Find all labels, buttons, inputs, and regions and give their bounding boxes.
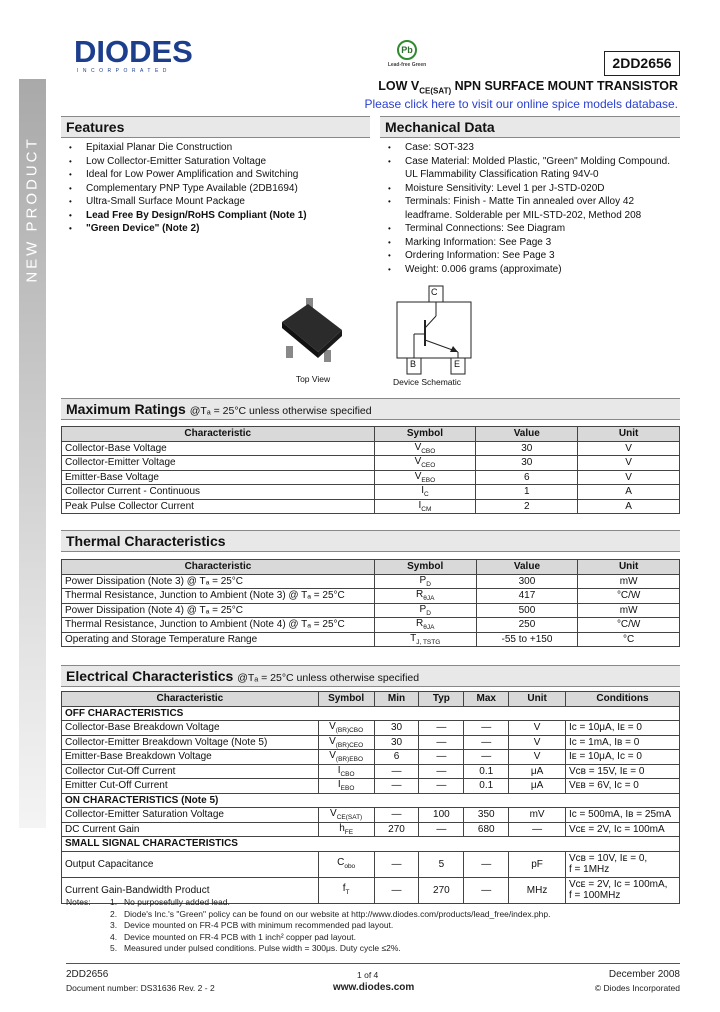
characteristic-cell: Emitter-Base Voltage bbox=[62, 470, 375, 485]
product-title: LOW $V_{CE(SAT)}$ NPN SURFACE MOUNT TRANSISTOR bbox=[378, 79, 678, 96]
lead-free-label: Lead-free Green bbox=[387, 62, 427, 68]
unit-cell: °C/W bbox=[578, 589, 680, 604]
unit-cell: V bbox=[578, 470, 680, 485]
notes-label bbox=[66, 932, 110, 944]
table-row bbox=[62, 764, 680, 779]
mechanical-item: • Marking Information: See Page 3 bbox=[385, 236, 680, 250]
feature-item: • Complementary PNP Type Available (2DB1694) bbox=[66, 182, 366, 196]
unit-cell: mV bbox=[509, 808, 566, 823]
conditions-cell bbox=[565, 851, 679, 877]
column-header: Unit bbox=[509, 692, 566, 707]
min-cell: — bbox=[374, 808, 419, 823]
characteristic-cell: Collector-Base Voltage bbox=[62, 441, 375, 456]
conditions-cell bbox=[565, 779, 679, 794]
symbol-cell: $V_{(BR)CBO}$ bbox=[318, 721, 374, 736]
device-schematic bbox=[393, 278, 475, 390]
value-cell: 300 bbox=[476, 574, 578, 589]
note-row bbox=[66, 897, 666, 909]
table-row bbox=[62, 750, 680, 765]
symbol-cell: $I_{CM}$ bbox=[374, 499, 476, 514]
characteristic-cell: Collector Cut-Off Current bbox=[62, 764, 319, 779]
symbol-cell: $I_C$ bbox=[374, 485, 476, 500]
unit-cell: μA bbox=[509, 779, 566, 794]
feature-item: • Lead Free By Design/RoHS Compliant (Note 1) bbox=[66, 209, 366, 223]
note-number: 1. bbox=[110, 897, 118, 907]
unit-cell: A bbox=[578, 485, 680, 500]
feature-item: • Epitaxial Planar Die Construction bbox=[66, 141, 366, 155]
condition-line: Iᴄ = 1mA, Iʙ = 0 bbox=[568, 736, 640, 748]
max-cell: 0.1 bbox=[464, 779, 509, 794]
characteristic-cell: Collector Current - Continuous bbox=[62, 485, 375, 500]
symbol-cell: $P_D$ bbox=[374, 574, 476, 589]
column-header: Characteristic bbox=[62, 560, 375, 575]
features-list bbox=[66, 141, 366, 236]
unit-cell: V bbox=[509, 735, 566, 750]
max-cell: — bbox=[464, 721, 509, 736]
feature-item: • Ideal for Low Power Amplification and Switching bbox=[66, 168, 366, 182]
section-subheader: ON CHARACTERISTICS (Note 5) bbox=[62, 793, 680, 808]
min-cell: — bbox=[374, 764, 419, 779]
symbol-cell: $T_{J, TSTG}$ bbox=[374, 632, 476, 647]
unit-cell: V bbox=[578, 456, 680, 471]
conditions-cell bbox=[565, 822, 679, 837]
condition-line: f = 100MHz bbox=[568, 890, 621, 901]
typ-cell: 100 bbox=[419, 808, 464, 823]
value-cell: 1 bbox=[476, 485, 578, 500]
value-cell: 30 bbox=[476, 441, 578, 456]
unit-cell: °C bbox=[578, 632, 680, 647]
thermal-heading: Thermal Characteristics bbox=[61, 530, 680, 552]
table-row bbox=[62, 485, 680, 500]
mechanical-item: • Terminals: Finish - Matte Tin annealed over Alloy 42 leadframe. Solderable per MIL-STD-202, Method 208 bbox=[385, 195, 680, 222]
characteristic-cell: Thermal Resistance, Junction to Ambient (Note 4) @ Tₐ = 25°C bbox=[62, 618, 375, 633]
column-header: Characteristic bbox=[62, 427, 375, 442]
table-row bbox=[62, 721, 680, 736]
table-row bbox=[62, 470, 680, 485]
unit-cell: V bbox=[509, 721, 566, 736]
diodes-logo[interactable] bbox=[74, 36, 206, 78]
table-row bbox=[62, 499, 680, 514]
min-cell: 270 bbox=[374, 822, 419, 837]
column-header: Min bbox=[374, 692, 419, 707]
max-cell: — bbox=[464, 735, 509, 750]
column-header: Typ bbox=[419, 692, 464, 707]
table-row bbox=[62, 441, 680, 456]
characteristic-cell: Emitter-Base Breakdown Voltage bbox=[62, 750, 319, 765]
value-cell: -55 to +150 bbox=[476, 632, 578, 647]
typ-cell: — bbox=[419, 779, 464, 794]
value-cell: 417 bbox=[476, 589, 578, 604]
symbol-cell: $V_{CE(SAT)}$ bbox=[318, 808, 374, 823]
unit-cell: μA bbox=[509, 764, 566, 779]
characteristic-cell: Power Dissipation (Note 3) @ Tₐ = 25°C bbox=[62, 574, 375, 589]
max-cell: 350 bbox=[464, 808, 509, 823]
note-number: 4. bbox=[110, 931, 118, 942]
typ-cell: 5 bbox=[419, 851, 464, 877]
conditions-cell bbox=[565, 808, 679, 823]
max-ratings-table bbox=[61, 426, 680, 514]
table-row bbox=[62, 822, 680, 837]
top-view-caption: Top View bbox=[295, 374, 331, 384]
symbol-cell: $V_{(BR)EBO}$ bbox=[318, 750, 374, 765]
condition-line: Vᴇʙ = 6V, Iᴄ = 0 bbox=[568, 780, 639, 792]
mechanical-item: • Case Material: Molded Plastic, "Green" Molding Compound. UL Flammability Classification Rating 94V-0 bbox=[385, 155, 680, 182]
condition-line: Vᴄʙ = 10V, Iᴇ = 0, bbox=[568, 853, 648, 864]
column-header: Symbol bbox=[374, 560, 476, 575]
typ-cell: — bbox=[419, 721, 464, 736]
table-row bbox=[62, 779, 680, 794]
symbol-cell: $V_{CEO}$ bbox=[374, 456, 476, 471]
condition-line: Iᴇ = 10μA, Iᴄ = 0 bbox=[568, 751, 642, 763]
symbol-cell: $V_{CBO}$ bbox=[374, 441, 476, 456]
table-row bbox=[62, 618, 680, 633]
mechanical-item: • Ordering Information: See Page 3 bbox=[385, 249, 680, 263]
feature-item: • Low Collector-Emitter Saturation Voltage bbox=[66, 155, 366, 169]
unit-cell: mW bbox=[578, 603, 680, 618]
max-cell: 680 bbox=[464, 822, 509, 837]
characteristic-cell: Collector-Emitter Voltage bbox=[62, 456, 375, 471]
electrical-heading: Electrical Characteristics @Tₐ = 25°C unless otherwise specified bbox=[61, 665, 680, 687]
top-view-figure bbox=[278, 296, 348, 388]
value-cell: 6 bbox=[476, 470, 578, 485]
pin-e-label: E bbox=[454, 359, 461, 369]
pb-icon: Pb bbox=[397, 40, 417, 60]
unit-cell: MHz bbox=[509, 877, 566, 903]
min-cell: — bbox=[374, 851, 419, 877]
column-header: Symbol bbox=[374, 427, 476, 442]
unit-cell: pF bbox=[509, 851, 566, 877]
min-cell: — bbox=[374, 779, 419, 794]
note-row bbox=[66, 909, 666, 921]
condition-line: Iᴄ = 10μA, Iᴇ = 0 bbox=[568, 722, 642, 734]
note-text: Device mounted on FR-4 PCB with 1 inch² copper pad layout. bbox=[124, 931, 356, 942]
characteristic-cell: Emitter Cut-Off Current bbox=[62, 779, 319, 794]
table-row bbox=[62, 808, 680, 823]
footer-page: 1 of 4 bbox=[357, 970, 379, 980]
characteristic-cell: Current Gain-Bandwidth Product bbox=[62, 877, 319, 903]
logo-wordmark: DIODES bbox=[74, 34, 193, 69]
condition-line: Vᴄᴇ = 2V, Iᴄ = 100mA, bbox=[568, 879, 668, 890]
pin-c-label: C bbox=[431, 287, 438, 297]
footer-rule bbox=[66, 963, 680, 964]
note-row bbox=[66, 920, 666, 932]
characteristic-cell: Output Capacitance bbox=[62, 851, 319, 877]
symbol-cell: $I_{CBO}$ bbox=[318, 764, 374, 779]
condition-line: Iᴄ = 500mA, Iʙ = 25mA bbox=[568, 809, 672, 821]
min-cell: 6 bbox=[374, 750, 419, 765]
symbol-cell: $V_{(BR)CEO}$ bbox=[318, 735, 374, 750]
footer-website-link[interactable]: www.diodes.com bbox=[333, 982, 415, 993]
characteristic-cell: Collector-Emitter Saturation Voltage bbox=[62, 808, 319, 823]
footer-doc-number: Document number: DS31636 Rev. 2 - 2 bbox=[66, 983, 215, 993]
max-ratings-heading: Maximum Ratings @Tₐ = 25°C unless otherwise specified bbox=[61, 398, 680, 420]
unit-cell: mW bbox=[578, 574, 680, 589]
footer-part: 2DD2656 bbox=[66, 969, 109, 980]
column-header: Characteristic bbox=[62, 692, 319, 707]
schematic-caption: Device Schematic bbox=[393, 377, 462, 387]
column-header: Unit bbox=[578, 427, 680, 442]
section-subheader: SMALL SIGNAL CHARACTERISTICS bbox=[62, 837, 680, 852]
characteristic-cell: Power Dissipation (Note 4) @ Tₐ = 25°C bbox=[62, 603, 375, 618]
max-cell: — bbox=[464, 750, 509, 765]
note-text: No purposefully added lead. bbox=[124, 897, 230, 907]
mechanical-list bbox=[385, 141, 680, 276]
table-row bbox=[62, 851, 680, 877]
thermal-table bbox=[61, 559, 680, 647]
unit-cell: A bbox=[578, 499, 680, 514]
symbol-cell: $h_{FE}$ bbox=[318, 822, 374, 837]
conditions-cell bbox=[565, 764, 679, 779]
note-number: 3. bbox=[110, 920, 118, 930]
notes-label bbox=[66, 943, 110, 955]
max-cell: — bbox=[464, 877, 509, 903]
notes-label bbox=[66, 920, 110, 932]
footer-copyright: © Diodes Incorporated bbox=[594, 983, 680, 993]
notes-label bbox=[66, 909, 110, 921]
characteristic-cell: DC Current Gain bbox=[62, 822, 319, 837]
typ-cell: 270 bbox=[419, 877, 464, 903]
min-cell: — bbox=[374, 877, 419, 903]
typ-cell: — bbox=[419, 735, 464, 750]
characteristic-cell: Collector-Emitter Breakdown Voltage (Note 5) bbox=[62, 735, 319, 750]
section-subheader-row bbox=[62, 793, 680, 808]
value-cell: 30 bbox=[476, 456, 578, 471]
note-text: Measured under pulsed conditions. Pulse width = 300μs. Duty cycle ≤2%. bbox=[124, 943, 401, 953]
table-row bbox=[62, 632, 680, 647]
characteristic-cell: Thermal Resistance, Junction to Ambient (Note 3) @ Tₐ = 25°C bbox=[62, 589, 375, 604]
condition-line: Vᴄʙ = 15V, Iᴇ = 0 bbox=[568, 765, 645, 777]
logo-subtext: INCORPORATED bbox=[77, 68, 171, 74]
section-subheader-row bbox=[62, 706, 680, 721]
typ-cell: — bbox=[419, 750, 464, 765]
value-cell: 2 bbox=[476, 499, 578, 514]
column-header: Value bbox=[476, 560, 578, 575]
feature-item: • "Green Device" (Note 2) bbox=[66, 222, 366, 236]
column-header: Value bbox=[476, 427, 578, 442]
unit-cell: V bbox=[578, 441, 680, 456]
table-row bbox=[62, 574, 680, 589]
unit-cell: — bbox=[509, 822, 566, 837]
characteristic-cell: Peak Pulse Collector Current bbox=[62, 499, 375, 514]
table-row bbox=[62, 603, 680, 618]
table-row bbox=[62, 735, 680, 750]
note-row bbox=[66, 932, 666, 944]
part-number-box: 2DD2656 bbox=[604, 51, 680, 76]
condition-line: Vᴄᴇ = 2V, Iᴄ = 100mA bbox=[568, 823, 665, 835]
conditions-cell bbox=[565, 750, 679, 765]
note-row bbox=[66, 943, 666, 955]
value-cell: 500 bbox=[476, 603, 578, 618]
notes-section bbox=[66, 897, 666, 955]
mechanical-item: • Moisture Sensitivity: Level 1 per J-STD-020D bbox=[385, 182, 680, 196]
unit-cell: °C/W bbox=[578, 618, 680, 633]
symbol-cell: $P_D$ bbox=[374, 603, 476, 618]
mechanical-item: • Weight: 0.006 grams (approximate) bbox=[385, 263, 680, 277]
note-number: 5. bbox=[110, 943, 118, 953]
column-header: Unit bbox=[578, 560, 680, 575]
column-header: Max bbox=[464, 692, 509, 707]
mechanical-item: • Terminal Connections: See Diagram bbox=[385, 222, 680, 236]
symbol-cell: $I_{EBO}$ bbox=[318, 779, 374, 794]
min-cell: 30 bbox=[374, 735, 419, 750]
unit-cell: V bbox=[509, 750, 566, 765]
conditions-cell bbox=[565, 735, 679, 750]
table-row bbox=[62, 589, 680, 604]
symbol-cell: $V_{EBO}$ bbox=[374, 470, 476, 485]
feature-item: • Ultra-Small Surface Mount Package bbox=[66, 195, 366, 209]
condition-line: f = 1MHz bbox=[568, 864, 610, 875]
new-product-label: NEW PRODUCT bbox=[24, 135, 42, 283]
sot323-package-icon bbox=[278, 296, 348, 372]
section-subheader-row bbox=[62, 837, 680, 852]
notes-label: Notes: bbox=[66, 897, 91, 907]
section-subheader: OFF CHARACTERISTICS bbox=[62, 706, 680, 721]
conditions-cell bbox=[565, 721, 679, 736]
note-number: 2. bbox=[110, 908, 118, 919]
footer-date: December 2008 bbox=[608, 969, 680, 980]
characteristic-cell: Operating and Storage Temperature Range bbox=[62, 632, 375, 647]
min-cell: 30 bbox=[374, 721, 419, 736]
value-cell: 250 bbox=[476, 618, 578, 633]
max-cell: — bbox=[464, 851, 509, 877]
note-text: Diode's Inc.'s "Green" policy can be found on our website at http://www.diodes.com/products/lead_free/index.php. bbox=[124, 908, 551, 919]
mechanical-item: • Case: SOT-323 bbox=[385, 141, 680, 155]
symbol-cell: $f_T$ bbox=[318, 877, 374, 903]
symbol-cell: $R_{\theta JA}$ bbox=[374, 589, 476, 604]
symbol-cell: $C_{obo}$ bbox=[318, 851, 374, 877]
table-row bbox=[62, 456, 680, 471]
typ-cell: — bbox=[419, 764, 464, 779]
symbol-cell: $R_{\theta JA}$ bbox=[374, 618, 476, 633]
features-heading: Features bbox=[61, 116, 370, 138]
column-header: Conditions bbox=[565, 692, 679, 707]
column-header: Symbol bbox=[318, 692, 374, 707]
pin-b-label: B bbox=[410, 359, 417, 369]
spice-models-link[interactable]: Please click here to visit our online spice models database. bbox=[364, 97, 678, 111]
lead-free-badge bbox=[382, 40, 432, 80]
max-cell: 0.1 bbox=[464, 764, 509, 779]
characteristic-cell: Collector-Base Breakdown Voltage bbox=[62, 721, 319, 736]
note-text: Device mounted on FR-4 PCB with minimum recommended pad layout. bbox=[124, 920, 394, 930]
mechanical-heading: Mechanical Data bbox=[380, 116, 680, 138]
electrical-table bbox=[61, 691, 680, 904]
typ-cell: — bbox=[419, 822, 464, 837]
